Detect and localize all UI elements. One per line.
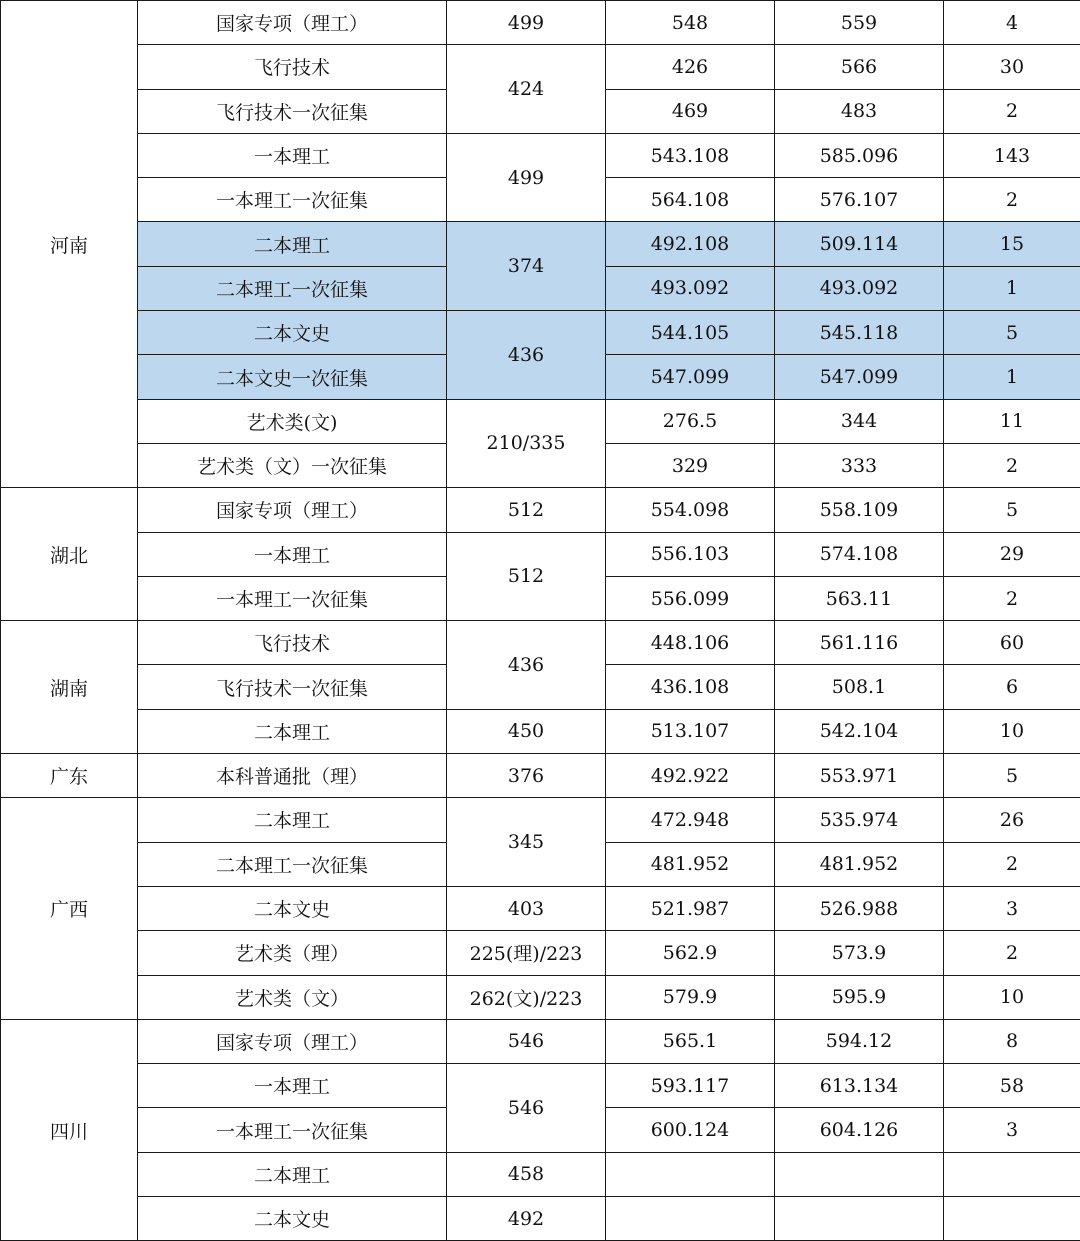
table-row [1, 798, 1080, 842]
control-line-cell: 374 [447, 222, 606, 311]
control-line-cell: 499 [447, 133, 606, 222]
max-score-cell: 559 [775, 1, 944, 45]
batch-cell: 国家专项（理工） [138, 1, 447, 45]
admitted-count-cell: 1 [944, 355, 1080, 399]
admitted-count-cell: 11 [944, 399, 1080, 443]
max-score-cell: 481.952 [775, 842, 944, 886]
max-score-cell: 558.109 [775, 488, 944, 532]
control-line-cell: 512 [447, 488, 606, 532]
max-score-cell: 545.118 [775, 311, 944, 355]
max-score-cell: 553.971 [775, 754, 944, 798]
table-row [1, 886, 1080, 930]
max-score-cell [775, 1197, 944, 1241]
min-score-cell: 543.108 [606, 133, 775, 177]
min-score-cell: 579.9 [606, 975, 775, 1019]
max-score-cell: 604.126 [775, 1108, 944, 1152]
min-score-cell: 329 [606, 443, 775, 487]
admitted-count-cell: 29 [944, 532, 1080, 576]
control-line-cell: 492 [447, 1197, 606, 1241]
min-score-cell: 472.948 [606, 798, 775, 842]
province-cell: 湖南 [1, 621, 138, 754]
admitted-count-cell: 1 [944, 266, 1080, 310]
batch-cell: 二本理工 [138, 222, 447, 266]
batch-cell: 一本理工一次征集 [138, 576, 447, 620]
min-score-cell [606, 1152, 775, 1196]
min-score-cell: 469 [606, 89, 775, 133]
max-score-cell: 493.092 [775, 266, 944, 310]
admitted-count-cell: 3 [944, 1108, 1080, 1152]
batch-cell: 飞行技术 [138, 621, 447, 665]
control-line-cell: 512 [447, 532, 606, 621]
max-score-cell: 561.116 [775, 621, 944, 665]
control-line-cell: 345 [447, 798, 606, 887]
control-line-cell: 403 [447, 886, 606, 930]
batch-cell: 二本理工 [138, 798, 447, 842]
control-line-cell: 436 [447, 621, 606, 710]
admitted-count-cell: 4 [944, 1, 1080, 45]
batch-cell: 国家专项（理工） [138, 1019, 447, 1063]
admitted-count-cell: 60 [944, 621, 1080, 665]
table-row [1, 532, 1080, 576]
table-row [1, 1, 1080, 45]
admitted-count-cell [944, 1197, 1080, 1241]
table-row [1, 1019, 1080, 1063]
batch-cell: 艺术类（理） [138, 931, 447, 975]
table-row [1, 45, 1080, 89]
control-line-cell: 376 [447, 754, 606, 798]
table-row [1, 931, 1080, 975]
max-score-cell: 508.1 [775, 665, 944, 709]
admitted-count-cell: 143 [944, 133, 1080, 177]
control-line-cell: 424 [447, 45, 606, 134]
min-score-cell: 492.108 [606, 222, 775, 266]
table-row [1, 1152, 1080, 1196]
batch-cell: 一本理工一次征集 [138, 1108, 447, 1152]
table-row [1, 709, 1080, 753]
admitted-count-cell: 15 [944, 222, 1080, 266]
table-row [1, 1064, 1080, 1108]
admitted-count-cell: 2 [944, 931, 1080, 975]
province-cell: 广东 [1, 754, 138, 798]
admitted-count-cell: 5 [944, 754, 1080, 798]
batch-cell: 本科普通批（理） [138, 754, 447, 798]
table-row [1, 754, 1080, 798]
table-row [1, 1197, 1080, 1241]
control-line-cell: 210/335 [447, 399, 606, 488]
admitted-count-cell: 26 [944, 798, 1080, 842]
province-cell: 湖北 [1, 488, 138, 621]
min-score-cell: 548 [606, 1, 775, 45]
max-score-cell: 547.099 [775, 355, 944, 399]
batch-cell: 二本文史 [138, 886, 447, 930]
min-score-cell: 513.107 [606, 709, 775, 753]
max-score-cell: 526.988 [775, 886, 944, 930]
min-score-cell: 554.098 [606, 488, 775, 532]
max-score-cell: 535.974 [775, 798, 944, 842]
min-score-cell: 593.117 [606, 1064, 775, 1108]
batch-cell: 二本理工 [138, 709, 447, 753]
min-score-cell: 481.952 [606, 842, 775, 886]
admitted-count-cell: 6 [944, 665, 1080, 709]
table-row-highlighted [1, 311, 1080, 355]
min-score-cell: 600.124 [606, 1108, 775, 1152]
batch-cell: 一本理工 [138, 532, 447, 576]
max-score-cell [775, 1152, 944, 1196]
batch-cell: 艺术类（文）一次征集 [138, 443, 447, 487]
max-score-cell: 594.12 [775, 1019, 944, 1063]
control-line-cell: 450 [447, 709, 606, 753]
table-row [1, 399, 1080, 443]
control-line-cell: 436 [447, 311, 606, 400]
control-line-cell: 262(文)/223 [447, 975, 606, 1019]
table-row [1, 488, 1080, 532]
max-score-cell: 344 [775, 399, 944, 443]
max-score-cell: 509.114 [775, 222, 944, 266]
admitted-count-cell: 58 [944, 1064, 1080, 1108]
min-score-cell: 565.1 [606, 1019, 775, 1063]
batch-cell: 二本理工一次征集 [138, 266, 447, 310]
max-score-cell: 573.9 [775, 931, 944, 975]
admitted-count-cell: 5 [944, 311, 1080, 355]
admitted-count-cell: 10 [944, 975, 1080, 1019]
control-line-cell: 546 [447, 1064, 606, 1153]
max-score-cell: 595.9 [775, 975, 944, 1019]
batch-cell: 艺术类(文) [138, 399, 447, 443]
min-score-cell: 556.103 [606, 532, 775, 576]
max-score-cell: 585.096 [775, 133, 944, 177]
batch-cell: 二本文史 [138, 1197, 447, 1241]
max-score-cell: 574.108 [775, 532, 944, 576]
min-score-cell: 436.108 [606, 665, 775, 709]
batch-cell: 国家专项（理工） [138, 488, 447, 532]
min-score-cell: 544.105 [606, 311, 775, 355]
max-score-cell: 333 [775, 443, 944, 487]
batch-cell: 飞行技术 [138, 45, 447, 89]
batch-cell: 艺术类（文） [138, 975, 447, 1019]
max-score-cell: 566 [775, 45, 944, 89]
admitted-count-cell: 2 [944, 443, 1080, 487]
admitted-count-cell: 10 [944, 709, 1080, 753]
admitted-count-cell: 2 [944, 178, 1080, 222]
min-score-cell: 492.922 [606, 754, 775, 798]
max-score-cell: 483 [775, 89, 944, 133]
province-cell: 广西 [1, 798, 138, 1019]
min-score-cell: 556.099 [606, 576, 775, 620]
admitted-count-cell: 2 [944, 842, 1080, 886]
max-score-cell: 563.11 [775, 576, 944, 620]
min-score-cell: 493.092 [606, 266, 775, 310]
batch-cell: 飞行技术一次征集 [138, 89, 447, 133]
table-row [1, 975, 1080, 1019]
batch-cell: 一本理工一次征集 [138, 178, 447, 222]
table-row [1, 621, 1080, 665]
batch-cell: 二本文史 [138, 311, 447, 355]
admitted-count-cell: 5 [944, 488, 1080, 532]
control-line-cell: 225(理)/223 [447, 931, 606, 975]
max-score-cell: 542.104 [775, 709, 944, 753]
admitted-count-cell: 30 [944, 45, 1080, 89]
batch-cell: 二本理工 [138, 1152, 447, 1196]
min-score-cell: 276.5 [606, 399, 775, 443]
batch-cell: 二本理工一次征集 [138, 842, 447, 886]
admitted-count-cell [944, 1152, 1080, 1196]
table-row [1, 133, 1080, 177]
admitted-count-cell: 2 [944, 89, 1080, 133]
min-score-cell: 448.106 [606, 621, 775, 665]
control-line-cell: 546 [447, 1019, 606, 1063]
control-line-cell: 499 [447, 1, 606, 45]
batch-cell: 飞行技术一次征集 [138, 665, 447, 709]
batch-cell: 一本理工 [138, 1064, 447, 1108]
table-row-highlighted [1, 222, 1080, 266]
min-score-cell: 562.9 [606, 931, 775, 975]
min-score-cell: 426 [606, 45, 775, 89]
control-line-cell: 458 [447, 1152, 606, 1196]
max-score-cell: 576.107 [775, 178, 944, 222]
province-cell: 河南 [1, 1, 138, 488]
max-score-cell: 613.134 [775, 1064, 944, 1108]
admitted-count-cell: 8 [944, 1019, 1080, 1063]
province-cell: 四川 [1, 1019, 138, 1240]
batch-cell: 二本文史一次征集 [138, 355, 447, 399]
admitted-count-cell: 2 [944, 576, 1080, 620]
batch-cell: 一本理工 [138, 133, 447, 177]
min-score-cell: 564.108 [606, 178, 775, 222]
min-score-cell: 547.099 [606, 355, 775, 399]
admitted-count-cell: 3 [944, 886, 1080, 930]
min-score-cell: 521.987 [606, 886, 775, 930]
min-score-cell [606, 1197, 775, 1241]
